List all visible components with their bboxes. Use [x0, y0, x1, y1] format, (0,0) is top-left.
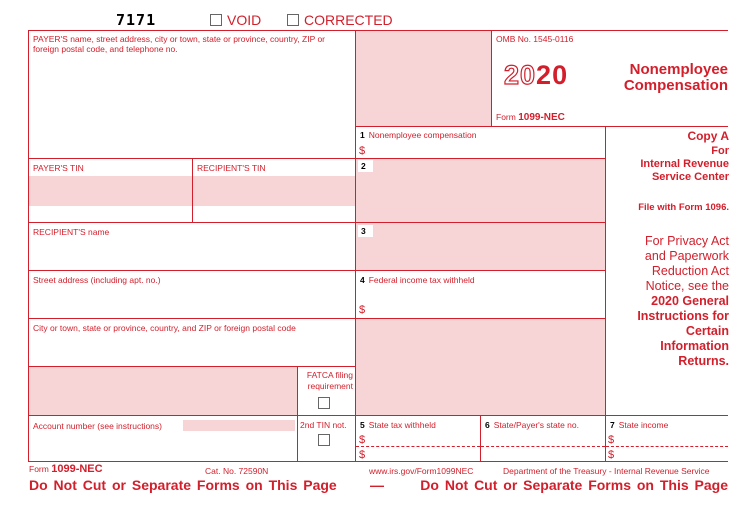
tax-year [504, 60, 568, 91]
payer-name-label: PAYER'S name, street address, city or town, state or province, country, ZIP or foreign postal code, and telephone no. [33, 34, 326, 54]
omb-number: OMB No. 1545-0116 [496, 34, 574, 44]
street-label: Street address (including apt. no.) [33, 275, 161, 285]
street-field[interactable] [29, 288, 355, 318]
state-divider-7 [606, 446, 728, 447]
box5-text: State tax withheld [368, 420, 436, 430]
box7-dollar-2: $ [608, 449, 615, 461]
state-divider-5 [356, 446, 480, 447]
corrected-checkbox[interactable] [287, 14, 299, 26]
recipient-tin-field[interactable] [193, 176, 356, 206]
vline-tin-split [192, 158, 193, 223]
recipient-name-label: RECIPIENT'S name [33, 227, 110, 237]
tax-year-solid: 20 [536, 60, 569, 90]
privacy-line1: For Privacy Act [644, 234, 729, 248]
general-line3: Certain [685, 324, 729, 338]
file-with-1096: File with Form 1096. [638, 202, 729, 213]
fatca-line1: FATCA filing [306, 370, 353, 380]
fatca-left-shaded [29, 367, 297, 415]
privacy-notice [606, 234, 729, 369]
box2-shaded [356, 158, 606, 222]
footer-form-prefix: Form [29, 464, 49, 474]
box4-dollar: $ [359, 304, 366, 316]
box5-field-2[interactable] [368, 448, 478, 460]
box5-number: 5 [360, 420, 365, 430]
form-name: 1099-NEC [518, 112, 565, 123]
copy-irs1: Internal Revenue [640, 158, 729, 170]
account-shaded [183, 420, 295, 431]
box6-label [485, 420, 579, 430]
vline-center [355, 30, 356, 461]
box4-text: Federal income tax withheld [368, 275, 475, 285]
box7-number: 7 [610, 420, 615, 430]
privacy-line3: Reduction Act [651, 264, 729, 278]
general-line4: Information [660, 339, 729, 353]
box3-number: 3 [361, 226, 366, 236]
box3-shaded [356, 223, 606, 270]
box6-text: State/Payer's state no. [493, 420, 579, 430]
privacy-line4: Notice, see the [645, 279, 729, 293]
city-field[interactable] [29, 336, 355, 366]
footer-form-name [29, 463, 103, 475]
box2-number: 2 [361, 161, 366, 171]
footer-form-code: 1099-NEC [51, 463, 103, 475]
box6-number: 6 [485, 420, 490, 430]
box7-field-1[interactable] [617, 432, 727, 445]
do-not-cut-dash: — [370, 477, 384, 493]
hline-tin-bottom [28, 222, 606, 223]
payer-tin-label: PAYER'S TIN [33, 163, 84, 173]
copy-a-label: Copy A [687, 129, 729, 143]
box5-dollar-1: $ [359, 434, 366, 446]
box1-dollar: $ [359, 145, 366, 157]
copy-irs2: Service Center [651, 171, 729, 183]
form-code: 7171 [116, 11, 157, 29]
vline-omb-right [491, 30, 492, 126]
tax-year-outline: 20 [504, 60, 537, 90]
box6-field-1[interactable] [482, 432, 604, 445]
payer-tin-field[interactable] [29, 176, 192, 206]
title-line1: Nonemployee [629, 61, 728, 78]
title-line2: Compensation [623, 77, 728, 94]
vline-box5-6 [480, 415, 481, 461]
box5-dollar-2: $ [359, 449, 366, 461]
footer-cat-no: Cat. No. 72590N [205, 466, 269, 476]
copy-a-panel [607, 129, 729, 184]
hline-omb-bottom [355, 126, 728, 127]
hline-name-bottom [28, 270, 606, 271]
form-bottom-border [28, 461, 728, 462]
box7-label [610, 420, 668, 430]
void-label: VOID [227, 12, 262, 28]
privacy-line2: and Paperwork [644, 249, 729, 263]
copy-for: For [711, 145, 729, 157]
do-not-cut-right: Do Not Cut or Separate Forms on This Page [420, 477, 728, 493]
box1-number: 1 [360, 130, 365, 140]
hline-street-bottom [28, 318, 606, 319]
account-field[interactable] [29, 433, 296, 460]
box5-field-1[interactable] [368, 432, 478, 445]
fatca-checkbox[interactable] [318, 397, 330, 409]
box4-field[interactable] [368, 290, 604, 317]
footer-dept: Department of the Treasury - Internal Revenue Service [503, 466, 710, 476]
box4-number: 4 [360, 275, 365, 285]
box1-text: Nonemployee compensation [368, 130, 477, 140]
recipient-tin-label: RECIPIENT'S TIN [197, 163, 266, 173]
box7-dollar-1: $ [608, 434, 615, 446]
box1-field[interactable] [368, 141, 604, 157]
box6-field-2[interactable] [482, 448, 604, 460]
box1-label [360, 130, 476, 140]
form-top-border [28, 30, 728, 31]
hline-fatca-bottom [28, 415, 728, 416]
omb-shaded-area [356, 31, 491, 126]
general-line2: Instructions for [637, 309, 729, 323]
general-line1: 2020 General [651, 294, 729, 308]
account-label: Account number (see instructions) [33, 421, 162, 431]
form-title [606, 62, 728, 94]
state-divider-6 [481, 446, 605, 447]
fatca-line2: requirement [307, 381, 353, 391]
right-blank-shaded [356, 319, 606, 415]
omb-form-name [496, 112, 565, 123]
payer-name-field[interactable] [29, 60, 355, 157]
city-label: City or town, state or province, country, and ZIP or foreign postal code [33, 323, 296, 333]
recipient-name-field[interactable] [29, 240, 355, 270]
form-prefix: Form [496, 112, 516, 122]
box7-field-2[interactable] [617, 448, 727, 460]
box7-text: State income [618, 420, 669, 430]
footer-url: www.irs.gov/Form1099NEC [369, 466, 474, 476]
hline-payer-bottom [28, 158, 606, 159]
box4-label [360, 275, 475, 285]
second-tin-checkbox[interactable] [318, 434, 330, 446]
general-line5: Returns. [678, 354, 729, 368]
void-checkbox[interactable] [210, 14, 222, 26]
box5-label [360, 420, 436, 430]
second-tin-label: 2nd TIN not. [300, 420, 347, 430]
corrected-label: CORRECTED [304, 12, 393, 28]
fatca-label [298, 370, 353, 392]
hline-city-bottom [28, 366, 355, 367]
do-not-cut-left: Do Not Cut or Separate Forms on This Page [29, 477, 337, 493]
